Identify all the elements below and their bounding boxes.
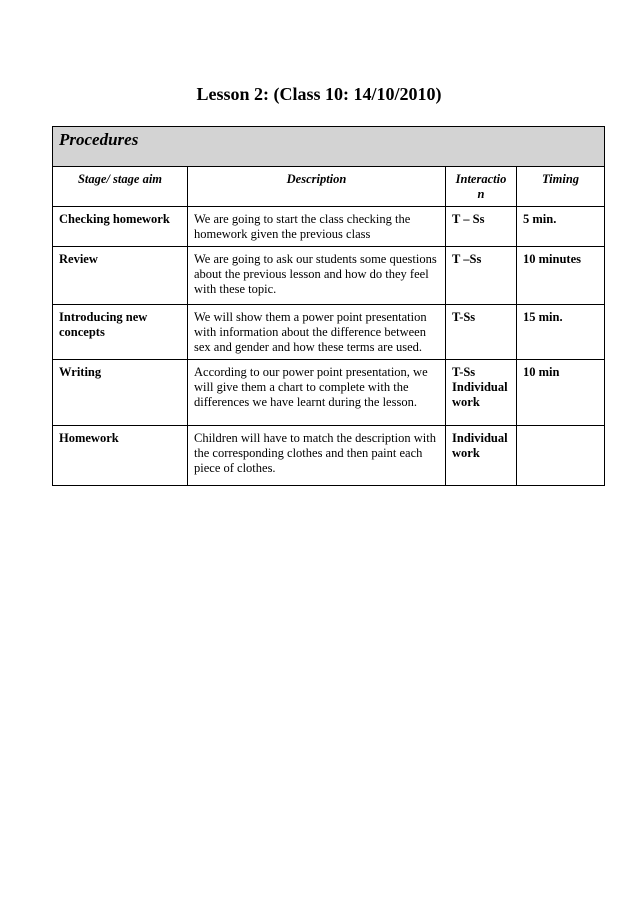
column-header-timing: Timing [517, 167, 605, 207]
description-cell: Children will have to match the description with the corresponding clothes and then paint each piece of clothes. [188, 426, 446, 486]
table-row [53, 207, 605, 247]
interaction-cell: T –Ss [446, 247, 517, 305]
stage-cell: Checking homework [53, 207, 188, 247]
stage-cell: Introducing new concepts [53, 305, 188, 360]
stage-cell: Review [53, 247, 188, 305]
stage-cell: Homework [53, 426, 188, 486]
timing-cell: 5 min. [517, 207, 605, 247]
interaction-cell: Individual work [446, 426, 517, 486]
timing-cell: 15 min. [517, 305, 605, 360]
interaction-cell: T-Ss Individual work [446, 360, 517, 426]
interaction-cell: T-Ss [446, 305, 517, 360]
description-cell: We will show them a power point presentation with information about the difference between sex and gender and how these terms are used. [188, 305, 446, 360]
table-row [53, 360, 605, 426]
table-row [53, 426, 605, 486]
column-header-stage: Stage/ stage aim [53, 167, 188, 207]
column-header-row [53, 167, 605, 207]
column-header-description: Description [188, 167, 446, 207]
table-row [53, 305, 605, 360]
table-row [53, 247, 605, 305]
timing-cell: 10 minutes [517, 247, 605, 305]
page-title: Lesson 2: (Class 10: 14/10/2010) [196, 84, 442, 104]
timing-cell: 10 min [517, 360, 605, 426]
description-cell: According to our power point presentation, we will give them a chart to complete with the differences we have learnt during the lesson. [188, 360, 446, 426]
description-cell: We are going to start the class checking the homework given the previous class [188, 207, 446, 247]
procedures-table [52, 126, 605, 486]
description-cell: We are going to ask our students some questions about the previous lesson and how do they feel with these topic. [188, 247, 446, 305]
stage-cell: Writing [53, 360, 188, 426]
procedures-heading: Procedures [53, 127, 605, 167]
procedures-header-row [53, 127, 605, 167]
column-header-interaction: Interactio n [446, 167, 517, 207]
timing-cell [517, 426, 605, 486]
interaction-cell: T – Ss [446, 207, 517, 247]
